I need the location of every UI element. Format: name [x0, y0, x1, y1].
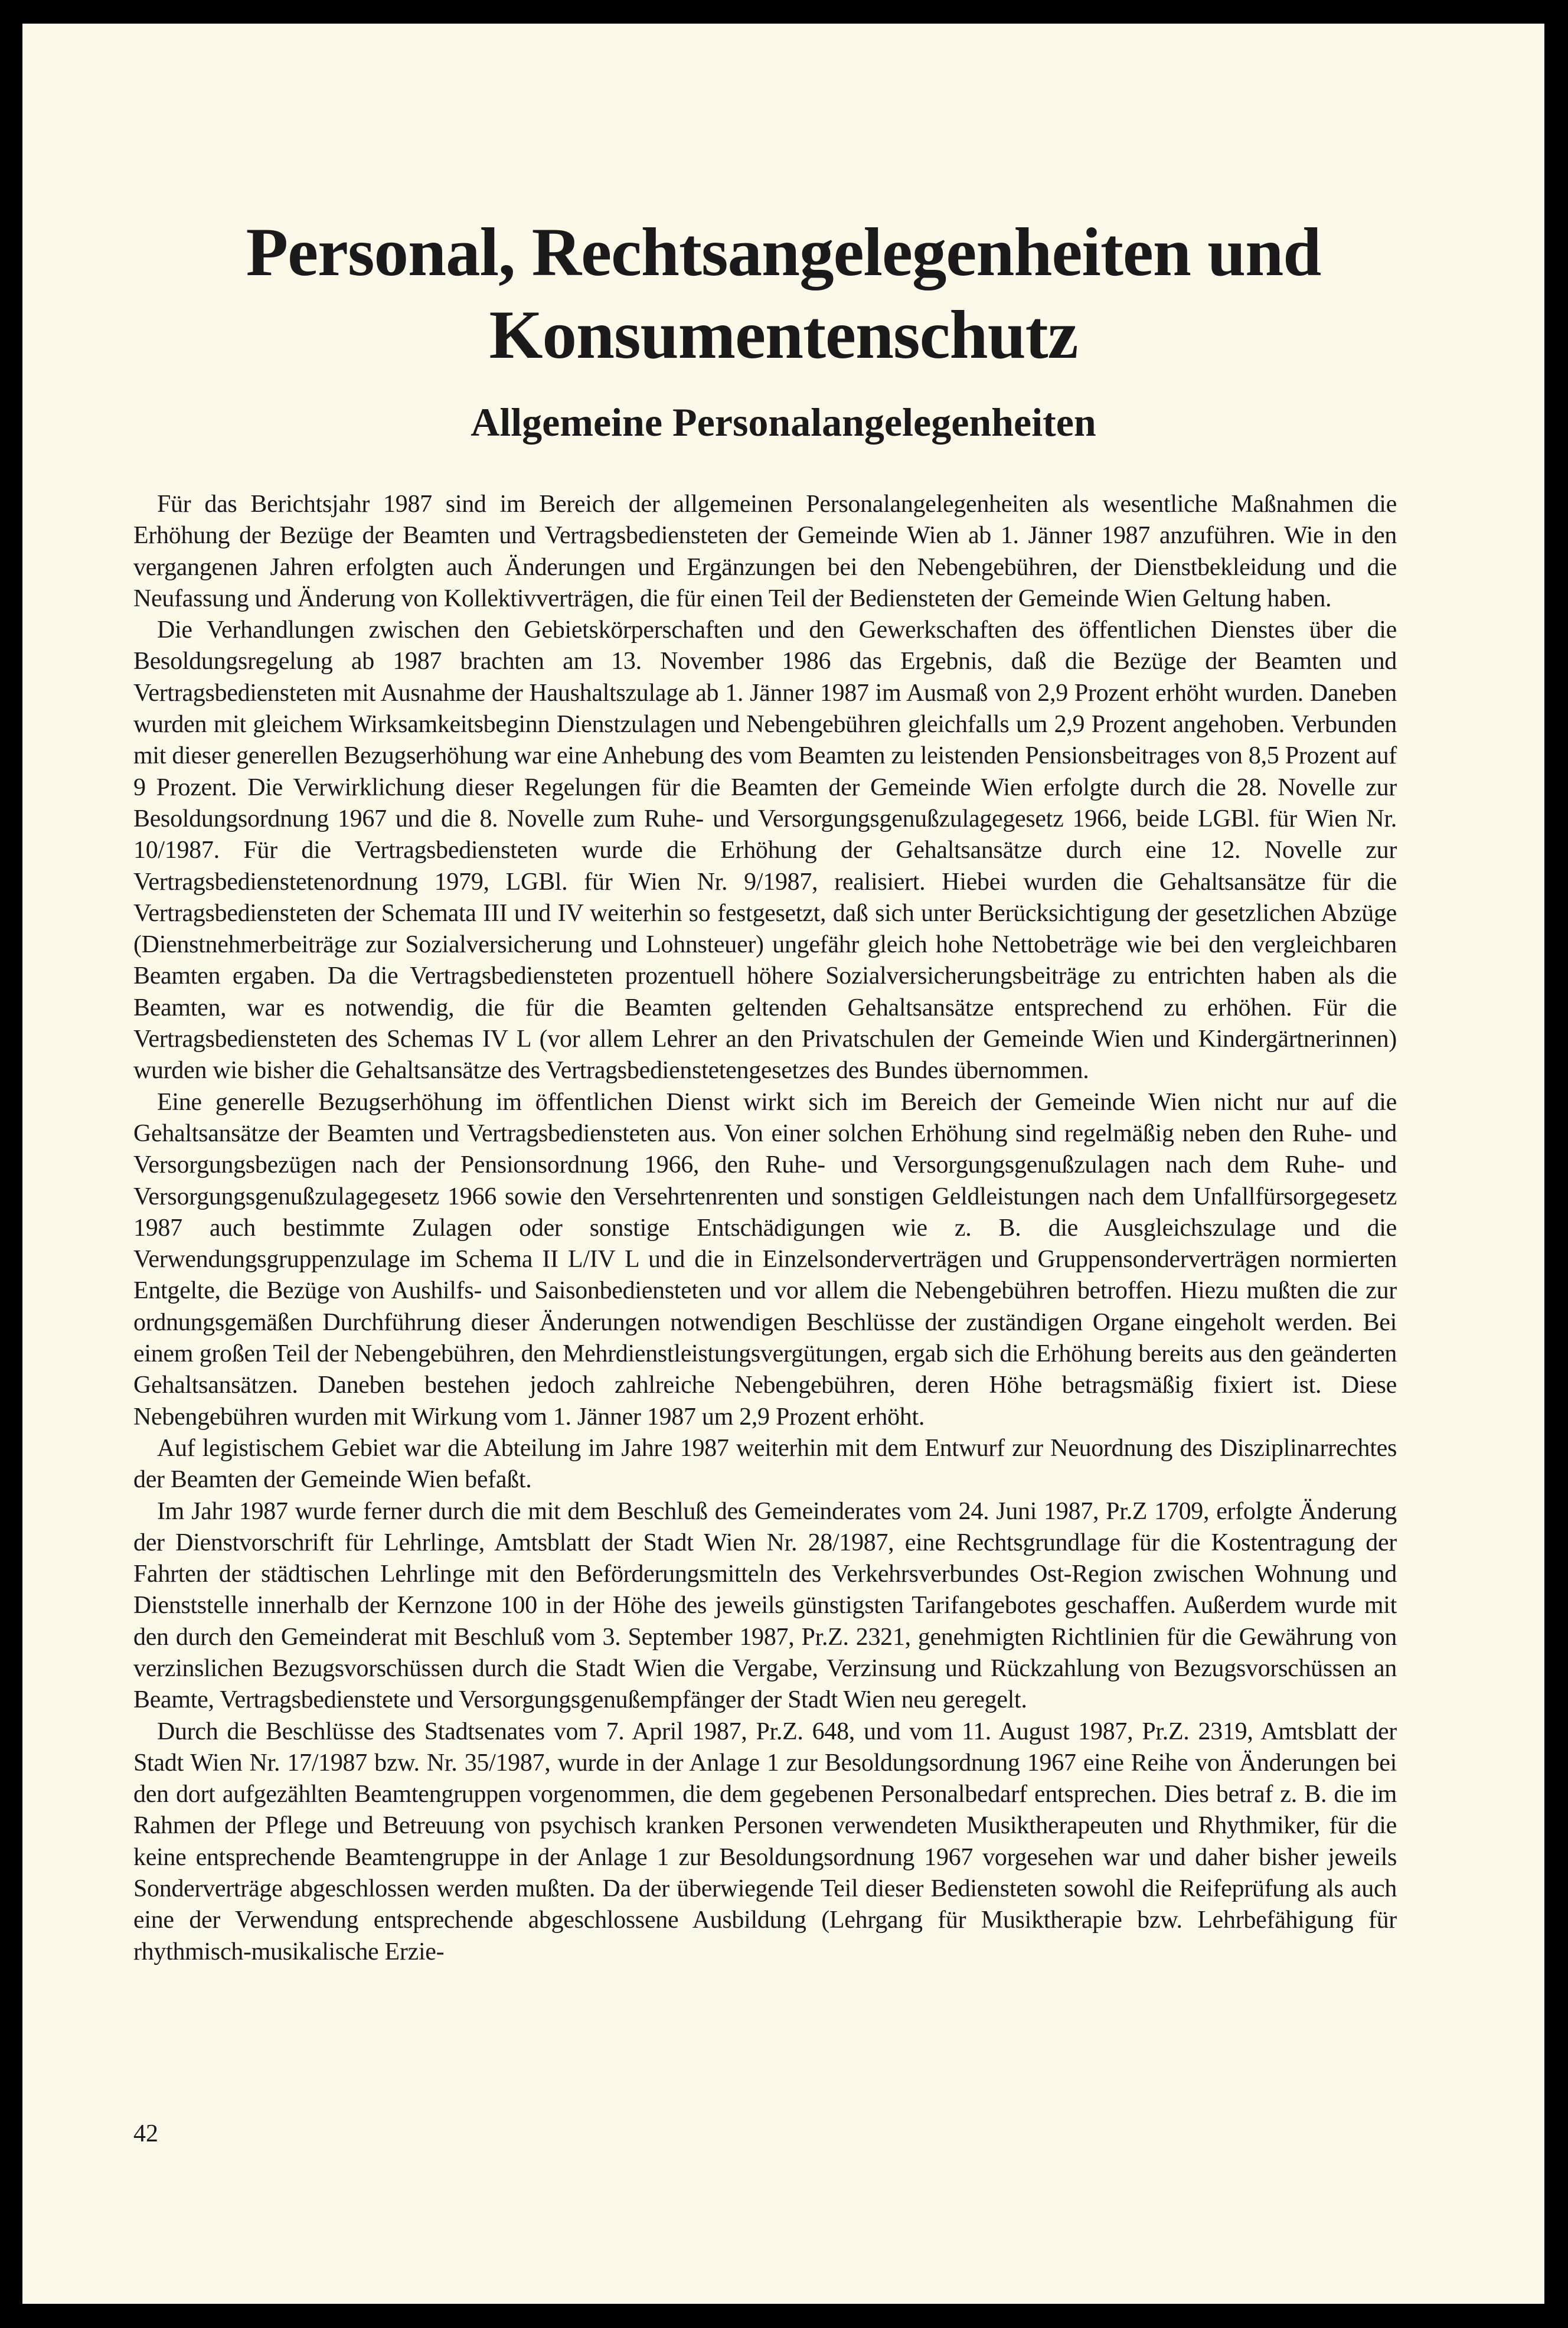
- paragraph-2: Die Verhandlungen zwischen den Gebietskörperschaften und den Gewerkschaften des öffentlichen Dienstes über die Besoldungsregelung ab 1987 brachten am 13. November 1986 das Ergebnis, daß die Bezüge der Beamten und Vertragsbediensteten mit Ausnahme der Haushaltszulage ab 1. Jänner 1987 im Ausmaß von 2,9 Prozent erhöht wurden. Daneben wurden mit gleichem Wirksamkeitsbeginn Dienstzulagen und Nebengebühren gleichfalls um 2,9 Prozent angehoben. Verbunden mit dieser generellen Bezugserhöhung war eine Anhebung des vom Beamten zu leistenden Pensionsbeitrages von 8,5 Prozent auf 9 Prozent. Die Verwirklichung dieser Regelungen für die Beamten der Gemeinde Wien erfolgte durch die 28. Novelle zur Besoldungsordnung 1967 und die 8. Novelle zum Ruhe- und Versorgungsgenußzulagegesetz 1966, beide LGBl. für Wien Nr. 10/1987. Für die Vertragsbediensteten wurde die Erhöhung der Gehaltsansätze durch eine 12. Novelle zur Vertragsbedienstetenordnung 1979, LGBl. für Wien Nr. 9/1987, realisiert. Hiebei wurden die Gehaltsansätze für die Vertragsbediensteten der Schemata III und IV weiterhin so festgesetzt, daß sich unter Berücksichtigung der gesetzlichen Abzüge (Dienstnehmerbeiträge zur Sozialversicherung und Lohnsteuer) ungefähr gleich hohe Nettobeträge wie bei den vergleichbaren Beamten ergaben. Da die Vertragsbediensteten prozentuell höhere Sozialversicherungsbeiträge zu entrichten haben als die Beamten, war es notwendig, die für die Beamten geltenden Gehaltsansätze entsprechend zu erhöhen. Für die Vertragsbediensteten des Schemas IV L (vor allem Lehrer an den Privatschulen der Gemeinde Wien und Kindergärtnerinnen) wurden wie bisher die Gehaltsansätze des Vertragsbedienstetengesetzes des Bundes übernommen.: [133, 616, 1397, 1085]
- paragraph-4: Auf legistischem Gebiet war die Abteilung im Jahre 1987 weiterhin mit dem Entwurf zur Neuordnung des Disziplinarrechtes der Beamten der Gemeinde Wien befaßt.: [133, 1434, 1397, 1494]
- paragraph-5: Im Jahr 1987 wurde ferner durch die mit dem Beschluß des Gemeinderates vom 24. Juni 1987, Pr.Z 1709, erfolgte Änderung der Dienstvorschrift für Lehrlinge, Amtsblatt der Stadt Wien Nr. 28/1987, eine Rechtsgrundlage für die Kostentragung der Fahrten der städtischen Lehrlinge mit den Beförderungsmitteln des Verkehrsverbundes Ost-Region zwischen Wohnung und Dienststelle innerhalb der Kernzone 100 in der Höhe des jeweils günstigsten Tarifangebotes geschaffen. Außerdem wurde mit den durch den Gemeinderat mit Beschluß vom 3. September 1987, Pr.Z. 2321, genehmigten Richtlinien für die Gewährung von verzinslichen Bezugsvorschüssen durch die Stadt Wien die Vergabe, Verzinsung und Rückzahlung von Bezugsvorschüssen an Beamte, Vertragsbedienstete und Versorgungsgenußempfänger der Stadt Wien neu geregelt.: [133, 1497, 1397, 1714]
- document-page: [22, 24, 1544, 2304]
- paragraph-1: Für das Berichtsjahr 1987 sind im Bereich der allgemeinen Personalangelegenheiten als wesentliche Maßnahmen die Erhöhung der Bezüge der Beamten und Vertragsbediensteten der Gemeinde Wien ab 1. Jänner 1987 anzuführen. Wie in den vergangenen Jahren erfolgten auch Änderungen und Ergänzungen bei den Nebengebühren, der Dienstbekleidung und die Neufassung und Änderung von Kollektivverträgen, die für einen Teil der Bediensteten der Gemeinde Wien Geltung haben.: [133, 491, 1397, 612]
- paragraph-6: Durch die Beschlüsse des Stadtsenates vom 7. April 1987, Pr.Z. 648, und vom 11. August 1987, Pr.Z. 2319, Amtsblatt der Stadt Wien Nr. 17/1987 bzw. Nr. 35/1987, wurde in der Anlage 1 zur Besoldungsordnung 1967 eine Reihe von Änderungen bei den dort aufgezählten Beamtengruppen vorgenommen, die dem gegebenen Personalbedarf entsprechen. Dies betraf z. B. die im Rahmen der Pflege und Betreuung von psychisch kranken Personen verwendeten Musiktherapeuten und Rhythmiker, für die keine entsprechende Beamtengruppe in der Anlage 1 zur Besoldungsordnung 1967 vorgesehen war und daher bisher jeweils Sonderverträge abgeschlossen werden mußten. Da der überwiegende Teil dieser Bediensteten sowohl die Reifeprüfung als auch eine der Verwendung entsprechende abgeschlossene Ausbildung (Lehrgang für Musiktherapie bzw. Lehrbefähigung für rhythmisch-musikalische Erzie-: [133, 1718, 1397, 1965]
- page-number: 42: [133, 2120, 158, 2147]
- section-heading: Allgemeine Personalangelegenheiten: [471, 400, 1096, 445]
- page-title-line-2: Konsumentenschutz: [489, 297, 1078, 373]
- page-title: [22, 211, 1544, 377]
- page-title-line-1: Personal, Rechtsangelegenheiten und: [246, 214, 1321, 290]
- body-text: [133, 489, 1397, 1968]
- paragraph-3: Eine generelle Bezugserhöhung im öffentlichen Dienst wirkt sich im Bereich der Gemeinde Wien nicht nur auf die Gehaltsansätze der Beamten und Vertragsbediensteten aus. Von einer solchen Erhöhung sind regelmäßig neben den Ruhe- und Versorgungsbezügen nach der Pensionsordnung 1966, den Ruhe- und Versorgungsgenußzulagen nach dem Ruhe- und Versorgungsgenußzulagegesetz 1966 sowie den Versehrtenrenten und sonstigen Geldleistungen nach dem Unfallfürsorgegesetz 1987 auch bestimmte Zulagen oder sonstige Entschädigungen wie z. B. die Ausgleichszulage und die Verwendungsgruppenzulage im Schema II L/IV L und die in Einzelsonderverträgen und Gruppensonderverträgen normierten Entgelte, die Bezüge von Aushilfs- und Saisonbediensteten und vor allem die Nebengebühren betroffen. Hiezu mußten die zur ordnungsgemäßen Durchführung dieser Änderungen notwendigen Beschlüsse der zuständigen Organe eingeholt werden. Bei einem großen Teil der Nebengebühren, den Mehrdienstleistungsvergütungen, ergab sich die Erhöhung bereits aus den geänderten Gehaltsansätzen. Daneben bestehen jedoch zahlreiche Nebengebühren, deren Höhe betragsmäßig fixiert ist. Diese Nebengebühren wurden mit Wirkung vom 1. Jänner 1987 um 2,9 Prozent erhöht.: [133, 1088, 1397, 1431]
